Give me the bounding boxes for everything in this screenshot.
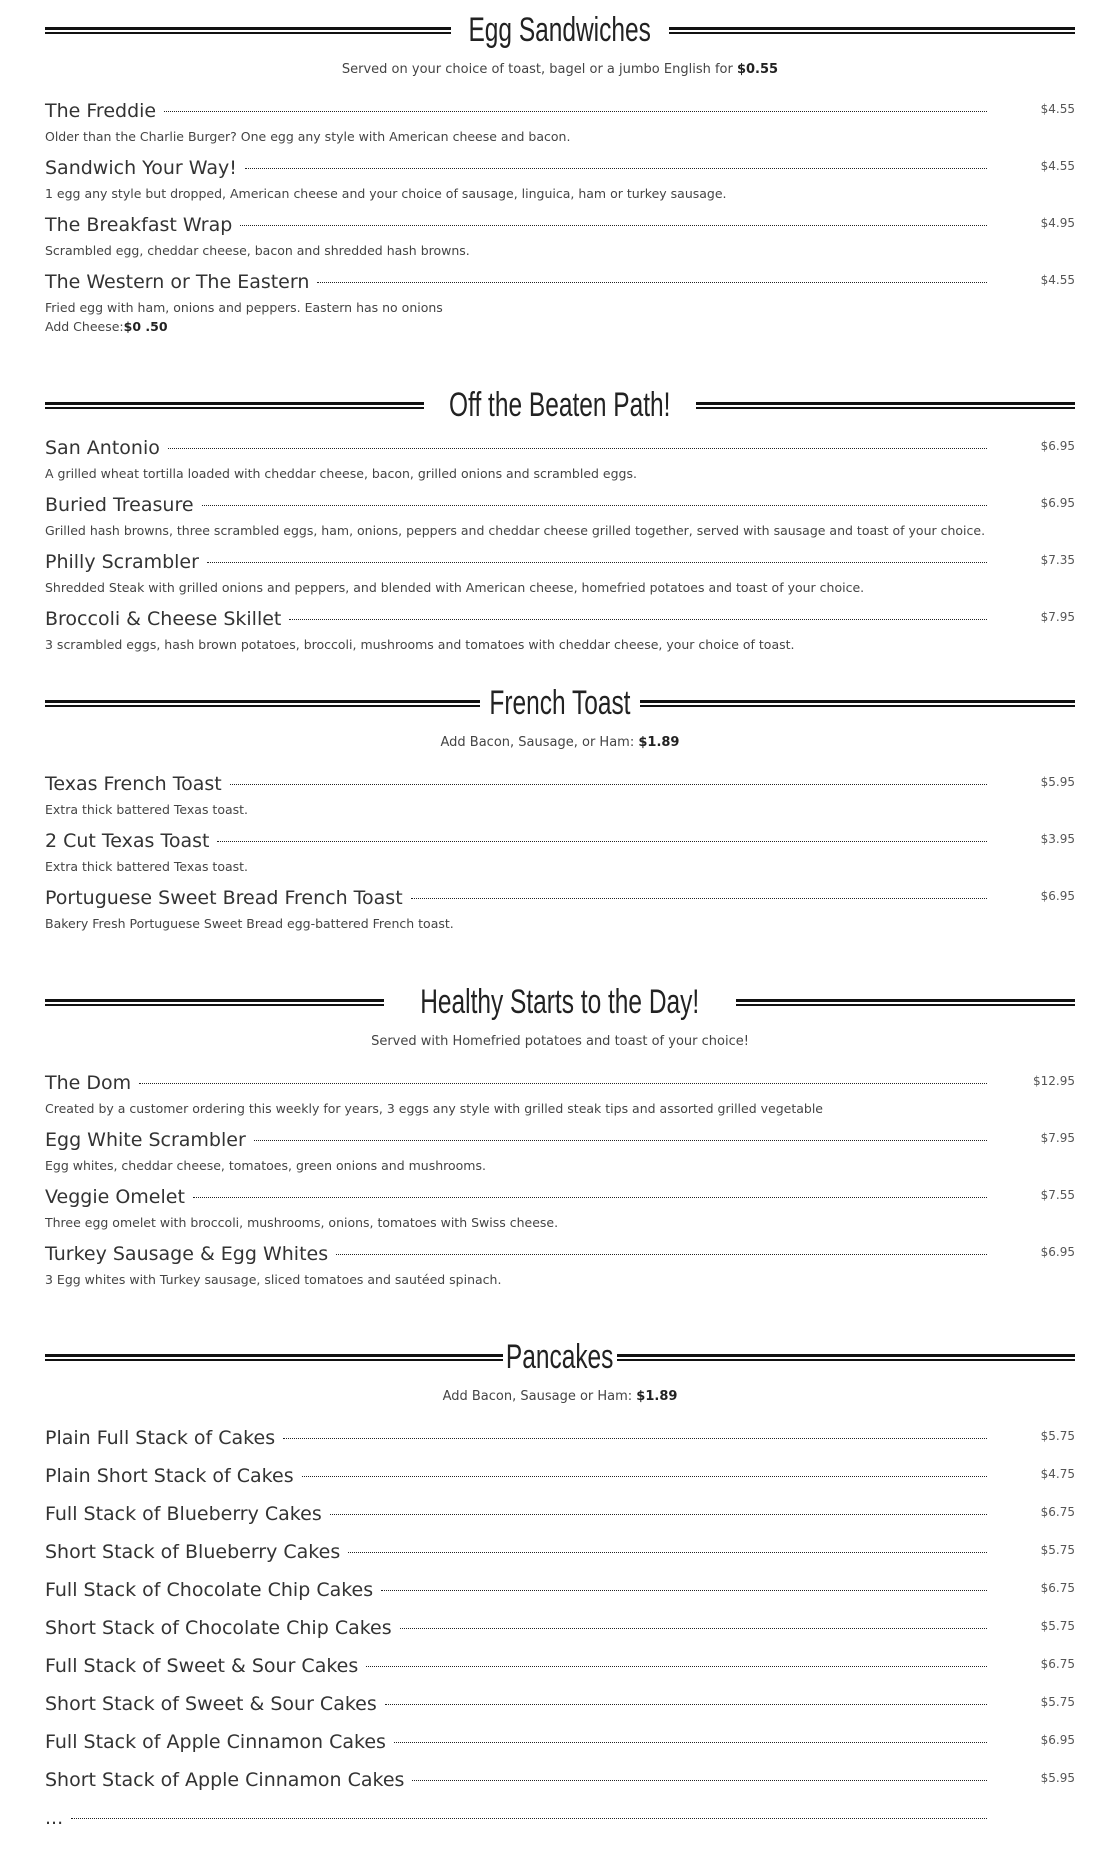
note-price: $0.55	[736, 62, 779, 77]
divider	[45, 1354, 503, 1361]
dot-leader	[245, 168, 987, 169]
item-description: Fried egg with ham, onions and peppers. Eastern has no onions	[45, 300, 443, 315]
item-name: The Freddie	[45, 100, 157, 122]
item-price: $7.95	[1040, 610, 1075, 624]
item-name: Egg White Scrambler	[45, 1129, 246, 1151]
dot-leader	[381, 1590, 987, 1591]
menu-item[interactable]	[45, 1769, 1075, 1807]
menu-item[interactable]	[45, 1617, 1075, 1655]
item-description: Older than the Charlie Burger? One egg any style with American cheese and bacon.	[45, 129, 571, 144]
dot-leader	[394, 1742, 987, 1743]
menu-item[interactable]	[45, 1243, 1075, 1300]
dot-leader	[400, 1628, 987, 1629]
divider	[45, 27, 451, 34]
item-name: Broccoli & Cheese Skillet	[45, 608, 282, 630]
item-name: Turkey Sausage & Egg Whites	[45, 1243, 329, 1265]
dot-leader	[412, 1780, 987, 1781]
section-title: Egg Sandwiches	[468, 10, 652, 49]
menu-section	[45, 683, 1075, 944]
item-price: $5.75	[1040, 1543, 1075, 1557]
item-name: The Western or The Eastern	[45, 271, 310, 293]
dot-leader	[230, 784, 987, 785]
section-title: Healthy Starts to the Day!	[420, 982, 700, 1021]
section-note	[45, 60, 1075, 100]
menu-item[interactable]	[45, 437, 1075, 494]
item-price: $5.75	[1040, 1429, 1075, 1443]
menu-item[interactable]	[45, 773, 1075, 830]
item-price: $6.95	[1040, 889, 1075, 903]
item-price: $4.75	[1040, 1467, 1075, 1481]
item-description: Extra thick battered Texas toast.	[45, 802, 249, 817]
item-price: $6.75	[1040, 1657, 1075, 1671]
item-price: $4.55	[1040, 159, 1075, 173]
item-description: Extra thick battered Texas toast.	[45, 859, 249, 874]
item-name: Full Stack of Chocolate Chip Cakes	[45, 1579, 374, 1601]
item-name: Short Stack of Blueberry Cakes	[45, 1541, 341, 1563]
item-price: $12.95	[1033, 1074, 1075, 1088]
item-price: $6.95	[1040, 439, 1075, 453]
dot-leader	[168, 448, 987, 449]
item-name: Full Stack of Sweet & Sour Cakes	[45, 1655, 359, 1677]
dot-leader	[317, 282, 987, 283]
menu-item[interactable]	[45, 1503, 1075, 1541]
divider	[45, 700, 480, 707]
menu-item[interactable]	[45, 1655, 1075, 1693]
menu-item[interactable]	[45, 214, 1075, 271]
note-text: Add Bacon, Sausage, or Ham:	[440, 735, 639, 750]
item-price: $7.95	[1040, 1131, 1075, 1145]
item-name: The Dom	[45, 1072, 132, 1094]
section-note	[45, 1387, 1075, 1427]
menu-section	[45, 982, 1075, 1300]
dot-leader	[207, 562, 987, 563]
dot-leader	[71, 1818, 987, 1819]
dot-leader	[193, 1197, 987, 1198]
dot-leader	[217, 841, 987, 842]
menu-item[interactable]	[45, 1731, 1075, 1769]
item-name: The Breakfast Wrap	[45, 214, 233, 236]
dot-leader	[411, 898, 987, 899]
divider	[736, 999, 1075, 1006]
dot-leader	[164, 111, 987, 112]
section-title: Pancakes	[506, 1337, 614, 1376]
item-description: Bakery Fresh Portuguese Sweet Bread egg-battered French toast.	[45, 916, 454, 931]
menu-item[interactable]	[45, 157, 1075, 214]
note-text: Served with Homefried potatoes and toast of your choice!	[371, 1034, 749, 1049]
item-price: $5.95	[1040, 1771, 1075, 1785]
divider	[45, 402, 424, 409]
item-price: $4.55	[1040, 102, 1075, 116]
item-name: Texas French Toast	[45, 773, 222, 795]
item-description: Shredded Steak with grilled onions and peppers, and blended with American cheese, homefried potatoes and toast of your choice.	[45, 580, 865, 595]
menu-item[interactable]	[45, 1541, 1075, 1579]
menu-item[interactable]	[45, 1186, 1075, 1243]
item-name: Plain Full Stack of Cakes	[45, 1427, 276, 1449]
section-heading	[45, 1337, 1075, 1377]
item-price: $6.75	[1040, 1505, 1075, 1519]
dot-leader	[254, 1140, 987, 1141]
section-heading	[45, 385, 1075, 425]
menu-section	[45, 1337, 1075, 1845]
dot-leader	[283, 1438, 987, 1439]
menu-item[interactable]	[45, 494, 1075, 551]
menu-item[interactable]	[45, 1807, 1075, 1845]
addon-label: Add Cheese:	[45, 319, 124, 334]
item-name: Veggie Omelet	[45, 1186, 185, 1208]
dot-leader	[330, 1514, 987, 1515]
item-name: Philly Scrambler	[45, 551, 199, 573]
divider	[617, 1354, 1075, 1361]
item-name: Sandwich Your Way!	[45, 157, 237, 179]
menu-item[interactable]	[45, 1693, 1075, 1731]
dot-leader	[385, 1704, 987, 1705]
item-price: $6.75	[1040, 1581, 1075, 1595]
menu-item[interactable]	[45, 887, 1075, 944]
menu-item[interactable]	[45, 100, 1075, 157]
item-price: $6.95	[1040, 1733, 1075, 1747]
section-note	[45, 1032, 1075, 1072]
dot-leader	[302, 1476, 987, 1477]
item-description: Egg whites, cheddar cheese, tomatoes, green onions and mushrooms.	[45, 1158, 486, 1173]
item-price: $4.55	[1040, 273, 1075, 287]
dot-leader	[336, 1254, 987, 1255]
item-price: $5.75	[1040, 1695, 1075, 1709]
note-text: Add Bacon, Sausage or Ham:	[442, 1389, 637, 1404]
section-note	[45, 733, 1075, 773]
dot-leader	[289, 619, 987, 620]
item-name: Short Stack of Sweet & Sour Cakes	[45, 1693, 377, 1715]
section-title: Off the Beaten Path!	[449, 385, 671, 424]
item-addon	[45, 319, 1075, 334]
menu-section	[45, 385, 1075, 665]
item-price: $5.95	[1040, 775, 1075, 789]
dot-leader	[139, 1083, 987, 1084]
item-name: Portuguese Sweet Bread French Toast	[45, 887, 403, 909]
item-price: $7.35	[1040, 553, 1075, 567]
item-name: 2 Cut Texas Toast	[45, 830, 210, 852]
section-heading	[45, 683, 1075, 723]
section-heading	[45, 10, 1075, 50]
item-description: 3 scrambled eggs, hash brown potatoes, broccoli, mushrooms and tomatoes with cheddar cheese, your choice of toast.	[45, 637, 795, 652]
item-name: Plain Short Stack of Cakes	[45, 1465, 294, 1487]
menu-item[interactable]	[45, 271, 1075, 334]
item-description: A grilled wheat tortilla loaded with cheddar cheese, bacon, grilled onions and scrambled eggs.	[45, 466, 637, 481]
divider	[640, 700, 1075, 707]
item-price: $5.75	[1040, 1619, 1075, 1633]
menu-item[interactable]	[45, 1072, 1075, 1129]
addon-price: $0 .50	[123, 319, 168, 334]
note-text: Served on your choice of toast, bagel or a jumbo English for	[341, 62, 737, 77]
item-description: 3 Egg whites with Turkey sausage, sliced tomatoes and sautéed spinach.	[45, 1272, 502, 1287]
section-heading	[45, 982, 1075, 1022]
sirved-watermark: sirved	[612, 1662, 1002, 1796]
menu-section	[45, 10, 1075, 334]
item-price: $4.95	[1040, 216, 1075, 230]
item-name: San Antonio	[45, 437, 160, 459]
item-description: 1 egg any style but dropped, American cheese and your choice of sausage, linguica, ham or turkey sausage.	[45, 186, 727, 201]
note-price: $1.89	[636, 1389, 678, 1404]
menu-item[interactable]	[45, 608, 1075, 665]
item-name: Short Stack of Apple Cinnamon Cakes	[45, 1769, 405, 1791]
dot-leader	[240, 225, 987, 226]
menu-item[interactable]	[45, 1129, 1075, 1186]
divider	[669, 27, 1075, 34]
dot-leader	[366, 1666, 987, 1667]
section-title: French Toast	[489, 683, 631, 722]
item-description: Created by a customer ordering this weekly for years, 3 eggs any style with grilled steak tips and assorted grilled vegetable	[45, 1101, 823, 1116]
menu-item[interactable]	[45, 1427, 1075, 1465]
item-name: ...	[45, 1807, 64, 1829]
dot-leader	[348, 1552, 987, 1553]
item-name: Full Stack of Blueberry Cakes	[45, 1503, 322, 1525]
item-price: $7.55	[1040, 1188, 1075, 1202]
item-description: Scrambled egg, cheddar cheese, bacon and shredded hash browns.	[45, 243, 470, 258]
item-name: Short Stack of Chocolate Chip Cakes	[45, 1617, 392, 1639]
item-name: Buried Treasure	[45, 494, 194, 516]
note-price: $1.89	[638, 735, 680, 750]
menu-item[interactable]	[45, 551, 1075, 608]
dot-leader	[202, 505, 987, 506]
item-description: Grilled hash browns, three scrambled eggs, ham, onions, peppers and cheddar cheese grilled together, served with sausage and toast of your choice.	[45, 523, 986, 538]
item-price: $6.95	[1040, 496, 1075, 510]
divider	[45, 999, 384, 1006]
item-price: $6.95	[1040, 1245, 1075, 1259]
menu-item[interactable]	[45, 830, 1075, 887]
item-description: Three egg omelet with broccoli, mushrooms, onions, tomatoes with Swiss cheese.	[45, 1215, 559, 1230]
menu-item[interactable]	[45, 1579, 1075, 1617]
menu-item[interactable]	[45, 1465, 1075, 1503]
divider	[696, 402, 1075, 409]
item-name: Full Stack of Apple Cinnamon Cakes	[45, 1731, 386, 1753]
item-price: $3.95	[1040, 832, 1075, 846]
